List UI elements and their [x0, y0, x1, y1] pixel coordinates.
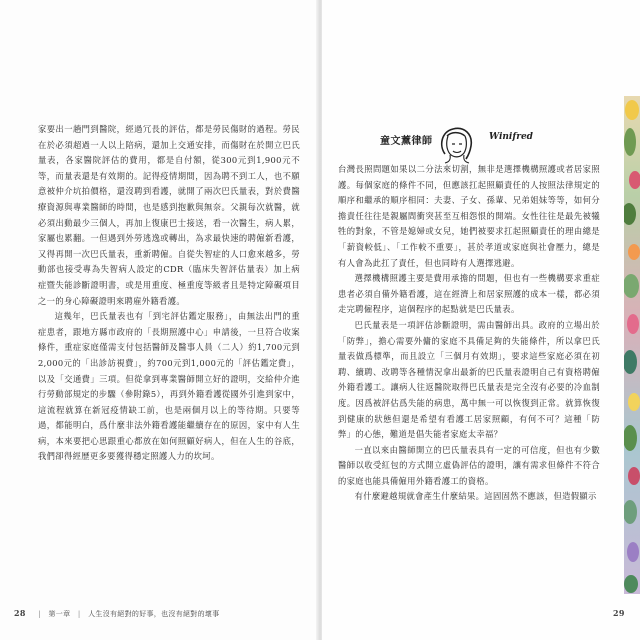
- author-header: [338, 126, 608, 160]
- paragraph: 一直以來由醫師開立的巴氏量表具有一定的可信度，但也有少數醫師以收受紅包的方式開立虛偽評估的證明，讓有需求但條件不符合的家庭也能具備僱用外籍看護工的資格。: [338, 444, 600, 486]
- footer-divider: |: [38, 610, 41, 618]
- paragraph: 台灣長照問題如果以二分法來切割，無非是選擇機構照護或者居家照護。每個家庭的條件不同，但應該扛起照顧責任的人按照法律規定的順序和繼承的順序相同：夫妻、子女、孫輩、兄弟姐妹等等，如何分擔責任往往是親屬間衝突甚至互相怨恨的開端。女性往往是最先被犧牲的對象，不管是媳婦或女兒，她們被要求扛起照顧責任的理由總是「薪資較低」、「工作較不重要」，甚於孝道或家庭與社會壓力，總是有人會為此扛了責任，但也同時有人選擇逃避。: [338, 164, 600, 268]
- page-number: 28: [14, 608, 26, 618]
- right-body-text: [338, 162, 600, 505]
- botanical-strip-illustration: [624, 96, 640, 594]
- paragraph: 有什麼避越規就會產生什麼結果。這固固然不應該，但造假顯示: [354, 491, 597, 502]
- book-title: 人生沒有絕對的好事，也沒有絕對的壞事: [88, 610, 220, 618]
- footer-divider: |: [77, 610, 81, 618]
- author-english-name: Winifred: [489, 132, 533, 142]
- left-page: [0, 0, 318, 640]
- chapter-label: 第一章: [48, 610, 71, 618]
- paragraph: 家要出一趟門到醫院，經過冗長的評估，都是勞民傷財的過程。勞民在於必須超過一人以上陪病，還加上交通安排，而傷財在於開立巴氏量表，各家醫院評估的費用，都是自付額，從300元到1,900元不等，而量表還是有效期的。記得疫情期間，因為聘不到工人，也不願意被仲介坑拍價格，還沒聘到看護，就開了兩次巴氏量表，對於費醫療資源與專業醫師的時間，也是感到抱歉與無奈。父親每次就醫，就必須出動最少三個人，再加上復康巴士接送，看一次醫生，病人累，家屬也累翻。一但遇到外勞逃逸或轉出，為求最快速的聘僱新看護，又得再開一次巴氏量表，重新聘僱。自從失智症的人口愈來越多，勞動部也接受專為失智病人設定的CDR（臨床失智評估量表）加上病症暨失能診斷證明書，或是用重度、極重度等級者且是特定障礙項目之一的身心障礙證明來聘雇外籍看護。: [38, 124, 300, 306]
- paragraph: 選擇機構照護主要是費用承擔的問題，但也有一些機構要求重症患者必須自備外籍看護，這在經濟上和居家照護的成本一樣，都必須走完聘僱程序，這個程序的起點就是巴氏量表。: [338, 273, 600, 315]
- portrait-sketch-icon: [433, 124, 479, 164]
- paragraph: 這幾年，巴氏量表也有「到宅評估鑑定服務」，由無法出門的重症患者，跟地方縣市政府的「長期照護中心」申請後，一旦符合收案條件，重症家庭僅需支付包括醫師及醫事人員（二人）約1,700元到2,000元的「出診訪視費」，約700元到1,000元的「評估鑑定費」，以及「交通費」三項。但從拿到專業醫師開立好的證明，交給仲介進行勞動部規定的步驟（參附錄5），再到外籍看護從國外引進到家中，這流程就算在新冠疫情缺工前，也是兩個月以上的等待期。只要等過，都能明白，爲什麼非法外籍看護能繼續存在的原因，家中有人生病，本來要把心思跟重心都放在如何照顧好病人，但在人生的谷底，我們卻得經歷更多要獲得穩定照護人力的坎坷。: [38, 311, 300, 462]
- left-body-text: [38, 122, 300, 465]
- author-name: 童文薰律師: [380, 136, 433, 147]
- left-footer: [14, 608, 220, 619]
- paragraph: 巴氏量表是一項評估診斷證明，需由醫師出具。政府的立場出於「防弊」，擔心需要外傭的家庭不具備足夠的失能條件，所以拿巴氏量表做爲標準，而且設立「三個月有效期」，要求這些家庭必須在初聘、續聘、改聘等各種情況拿出最新的巴氏量表證明自己有資格聘僱外籍看護工。讓病人往返醫院取得巴氏量表是完全沒有必要的冷血制度。因爲被評估爲失能的病患，萬中無一可以恢復到正常。就算恢復到健康的狀態但還是希望有看護工居家照顧，有何不可？這種「防弊」的心態，難道是倡失能者家庭太幸福？: [338, 319, 600, 440]
- right-page-number: 29: [613, 608, 625, 618]
